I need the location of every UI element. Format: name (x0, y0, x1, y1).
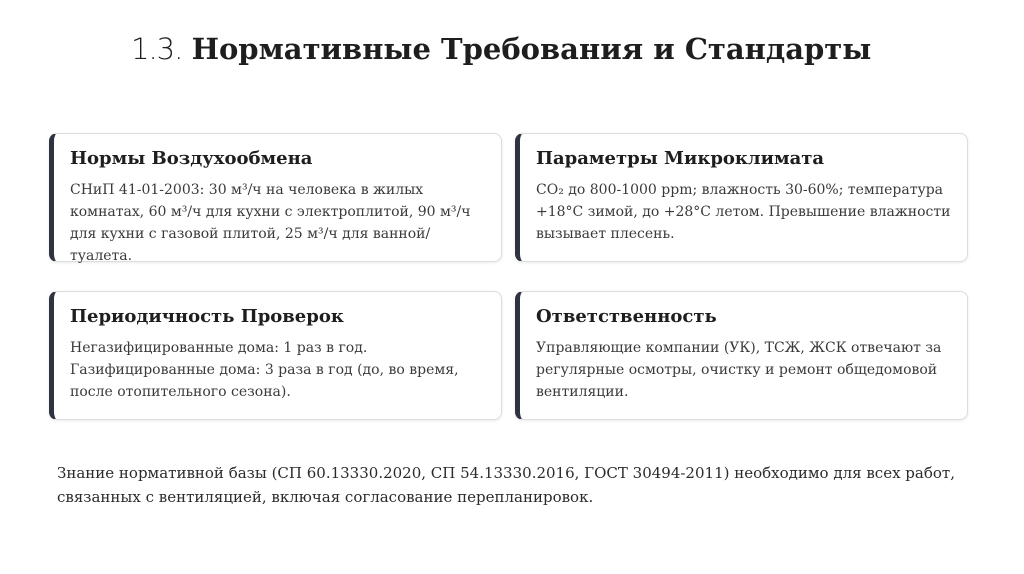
card-heading: Параметры Микроклимата (536, 148, 825, 169)
footer-note: Знание нормативной базы (СП 60.13330.2020, СП 54.13330.2016, ГОСТ 30494-2011) необходимо для всех работ, связанных с вентиляцией, включая согласование перепланировок. (57, 464, 955, 506)
section-number: 1.3. (131, 32, 183, 66)
card-inspection-frequency (49, 291, 502, 420)
card-heading: Периодичность Проверок (70, 306, 344, 327)
card-heading: Нормы Воздухообмена (70, 148, 313, 169)
card-responsibility (515, 291, 968, 420)
page-title (131, 32, 871, 66)
card-body: СНиП 41-01-2003: 30 м³/ч на человека в жилых комнатах, 60 м³/ч для кухни с электроплитой, 90 м³/ч для кухни с газовой плитой, 25 м³/ч для ванной/туалета. (70, 182, 471, 264)
card-microclimate (515, 133, 968, 262)
card-air-exchange (49, 133, 502, 262)
card-body: CO₂ до 800-1000 ppm; влажность 30-60%; температура +18°C зимой, до +28°C летом. Превышение влажности вызывает плесень. (536, 182, 951, 242)
card-body: Управляющие компании (УК), ТСЖ, ЖСК отвечают за регулярные осмотры, очистку и ремонт общедомовой вентиляции. (536, 340, 942, 400)
title-text: Нормативные Требования и Стандарты (191, 32, 872, 66)
card-heading: Ответственность (536, 306, 717, 327)
card-body: Негазифицированные дома: 1 раз в год. Газифицированные дома: 3 раза в год (до, во время, после отопительного сезона). (70, 340, 459, 400)
